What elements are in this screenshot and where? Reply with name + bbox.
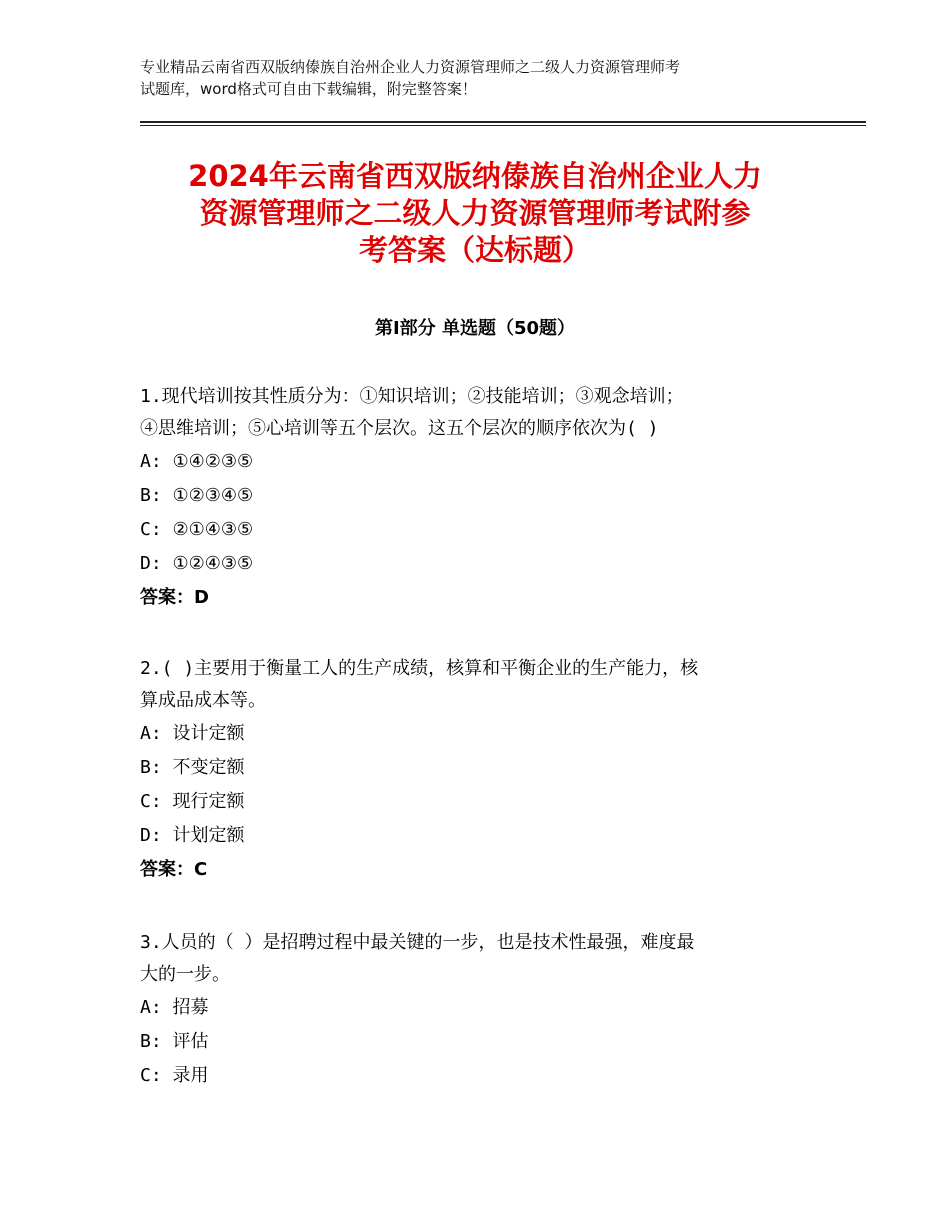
header-note-line: 试题库，word格式可自由下载编辑，附完整答案！ xyxy=(140,80,477,98)
title-line: 资源管理师之二级人力资源管理师考试附参 xyxy=(199,196,751,230)
title-line: 2024年云南省西双版纳傣族自治州企业人力 xyxy=(188,159,762,193)
question-2 xyxy=(140,653,820,887)
option-b: B: 评估 xyxy=(140,1031,209,1052)
question-stem: 1.现代培训按其性质分为：①知识培训；②技能培训；③观念培训； xyxy=(140,386,684,407)
option-c: C: ②①④③⑤ xyxy=(140,519,254,540)
document-title xyxy=(140,158,810,269)
question-1 xyxy=(140,381,820,615)
question-3 xyxy=(140,927,820,1093)
option-b: B: ①②③④⑤ xyxy=(140,485,254,506)
question-stem: 3.人员的（ ）是招聘过程中最关键的一步，也是技术性最强，难度最 xyxy=(140,932,695,953)
option-d: D: ①②④③⑤ xyxy=(140,553,254,574)
question-stem: 算成品成本等。 xyxy=(140,690,266,711)
answer: 答案：C xyxy=(140,859,208,880)
answer: 答案：D xyxy=(140,587,209,608)
option-b: B: 不变定额 xyxy=(140,757,245,778)
header-divider-thick xyxy=(140,121,866,123)
question-stem: ④思维培训；⑤心培训等五个层次。这五个层次的顺序依次为( ) xyxy=(140,418,659,439)
option-c: C: 现行定额 xyxy=(140,791,245,812)
option-a: A: 招募 xyxy=(140,997,209,1018)
option-a: A: ①④②③⑤ xyxy=(140,451,254,472)
option-d: D: 计划定额 xyxy=(140,825,245,846)
header-divider-thin xyxy=(140,125,866,126)
option-c: C: 录用 xyxy=(140,1065,209,1086)
question-stem: 2.( )主要用于衡量工人的生产成绩，核算和平衡企业的生产能力，核 xyxy=(140,658,699,679)
header-note xyxy=(140,56,820,100)
option-a: A: 设计定额 xyxy=(140,723,245,744)
section-heading: 第Ⅰ部分 单选题（50题） xyxy=(374,318,575,339)
question-stem: 大的一步。 xyxy=(140,964,230,985)
header-note-line: 专业精品云南省西双版纳傣族自治州企业人力资源管理师之二级人力资源管理师考 xyxy=(140,58,681,76)
title-line: 考答案（达标题） xyxy=(358,233,591,267)
